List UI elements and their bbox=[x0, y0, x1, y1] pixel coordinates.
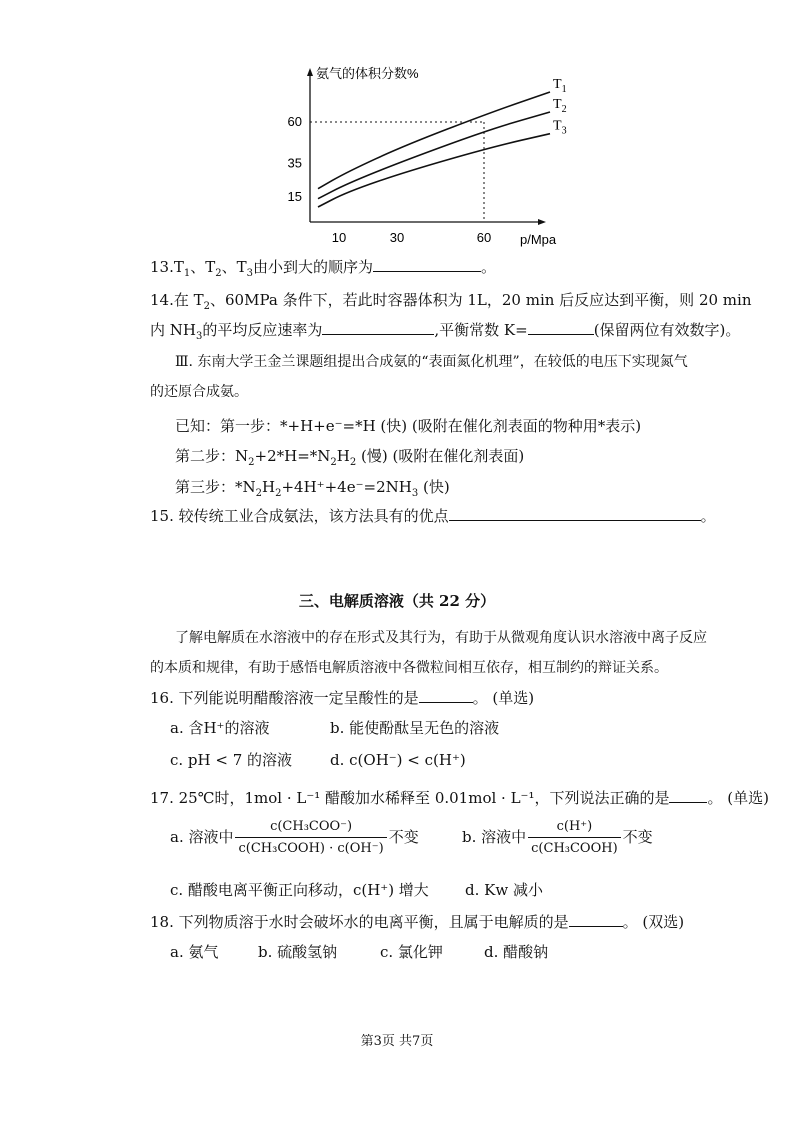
q17-option-b[interactable]: b. 溶液中 $\frac{c(H^+)}{\text{c(CH₃COOH)}}$ 不变 bbox=[462, 819, 653, 856]
question-17: 17. 25℃时，1mol · L⁻¹ 醋酸加水稀释至 0.01mol · L⁻¹，下列说法正确的是 。 (单选) bbox=[150, 789, 769, 807]
step-3: 第三步：$*N_2H_2+4H^++4e^-=2NH_3$ (快) bbox=[175, 478, 450, 499]
q16-option-a[interactable]: a. 含H⁺的溶液 bbox=[170, 719, 270, 737]
chart-ylabel: 氨气的体积分数% bbox=[316, 66, 419, 81]
series-line-t2 bbox=[318, 112, 550, 199]
q13-answer-blank[interactable] bbox=[373, 257, 481, 272]
q17-option-d[interactable]: d. Kw 减小 bbox=[465, 881, 543, 899]
q17-option-a[interactable]: a. 溶液中 $\frac{\text{c(CH₃COO⁻)}}{\text{c(CH₃COOH) · c(OH⁻)}}$ 不变 bbox=[170, 819, 419, 856]
q16-option-b[interactable]: b. 能使酚酞呈无色的溶液 bbox=[330, 719, 500, 737]
q17-option-c[interactable]: c. 醋酸电离平衡正向移动，c(H⁺) 增大 bbox=[170, 881, 429, 899]
series-label-t3: $T_3$ bbox=[553, 118, 567, 137]
section-3-intro-line1: 了解电解质在水溶液中的存在形式及其行为，有助于从微观角度认识水溶液中离子反应 bbox=[175, 630, 707, 646]
step-2: 第二步：$N_2+2*H=*N_2H_2$ (慢) (吸附在催化剂表面) bbox=[175, 447, 525, 468]
section-3-heading: 三、电解质溶液（共 22 分） bbox=[298, 592, 496, 610]
q18-option-a[interactable]: a. 氨气 bbox=[170, 943, 219, 961]
q14-k-blank[interactable] bbox=[528, 320, 594, 335]
chart-axes bbox=[307, 68, 546, 225]
series-line-t1 bbox=[318, 92, 550, 189]
y-tick-label-35: 35 bbox=[287, 155, 302, 171]
intro-iii-line1: Ⅲ. 东南大学王金兰课题组提出合成氨的“表面氮化机理”，在较低的电压下实现氮气 bbox=[175, 354, 688, 370]
ammonia-fraction-chart bbox=[280, 60, 580, 250]
q16-option-c[interactable]: c. pH < 7 的溶液 bbox=[170, 751, 293, 769]
q14-rate-blank[interactable] bbox=[322, 320, 434, 335]
chart-xlabel: p/Mpa bbox=[520, 232, 557, 247]
q15-answer-blank[interactable] bbox=[449, 506, 701, 521]
q17-answer-blank[interactable] bbox=[669, 788, 707, 803]
q17-b-fraction: $\frac{c(H^+)}{\text{c(CH₃COOH)}}$ bbox=[528, 818, 621, 857]
q18-option-c[interactable]: c. 氯化钾 bbox=[380, 943, 443, 961]
question-13: $13.T_1$、$T_2$、$T_3$由小到大的顺序为 。 bbox=[150, 258, 497, 279]
y-tick-label-60: 60 bbox=[287, 114, 302, 129]
series-label-t2: $T_2$ bbox=[553, 97, 567, 115]
series-label-t1: $T_1$ bbox=[553, 77, 567, 95]
q18-option-b[interactable]: b. 硫酸氢钠 bbox=[258, 943, 338, 961]
question-18: 18. 下列物质溶于水时会破坏水的电离平衡，且属于电解质的是 。 (双选) bbox=[150, 913, 685, 931]
page-footer: 第3页 共7页 bbox=[360, 1034, 434, 1049]
section-3-intro-line2: 的本质和规律，有助于感悟电解质溶液中各微粒间相互依存，相互制约的辩证关系。 bbox=[150, 660, 668, 676]
q18-option-d[interactable]: d. 醋酸钠 bbox=[484, 943, 549, 961]
x-tick-label-10: 10 bbox=[331, 230, 347, 245]
x-tick-label-30: 30 bbox=[389, 230, 405, 245]
q16-answer-blank[interactable] bbox=[419, 688, 473, 703]
intro-iii-line2: 的还原合成氨。 bbox=[150, 384, 248, 400]
q18-answer-blank[interactable] bbox=[569, 912, 623, 927]
x-tick-label-60: 60 bbox=[476, 230, 492, 245]
q16-option-d[interactable]: d. c(OH⁻) < c(H⁺) bbox=[330, 751, 466, 769]
q17-a-fraction: $\frac{\text{c(CH₃COO⁻)}}{\text{c(CH₃COOH) · c(OH⁻)}}$ bbox=[235, 818, 386, 857]
question-14-line2: 内 $NH_3$的平均反应速率为 ,平衡常数 K= (保留两位有效数字)。 bbox=[150, 321, 741, 342]
question-16: 16. 下列能说明醋酸溶液一定呈酸性的是 。 (单选) bbox=[150, 689, 535, 707]
step-1: 已知：第一步：*+H+e⁻=*H (快) (吸附在催化剂表面的物种用*表示) bbox=[175, 417, 642, 435]
question-15: 15. 较传统工业合成氨法，该方法具有的优点 。 bbox=[150, 507, 716, 525]
question-14-line1: 14.在 $T_2$、60MPa 条件下，若此时容器体积为 1L，20 min 后反应达到平衡，则 20 min bbox=[150, 291, 752, 312]
y-tick-label-15: 15 bbox=[287, 189, 302, 204]
